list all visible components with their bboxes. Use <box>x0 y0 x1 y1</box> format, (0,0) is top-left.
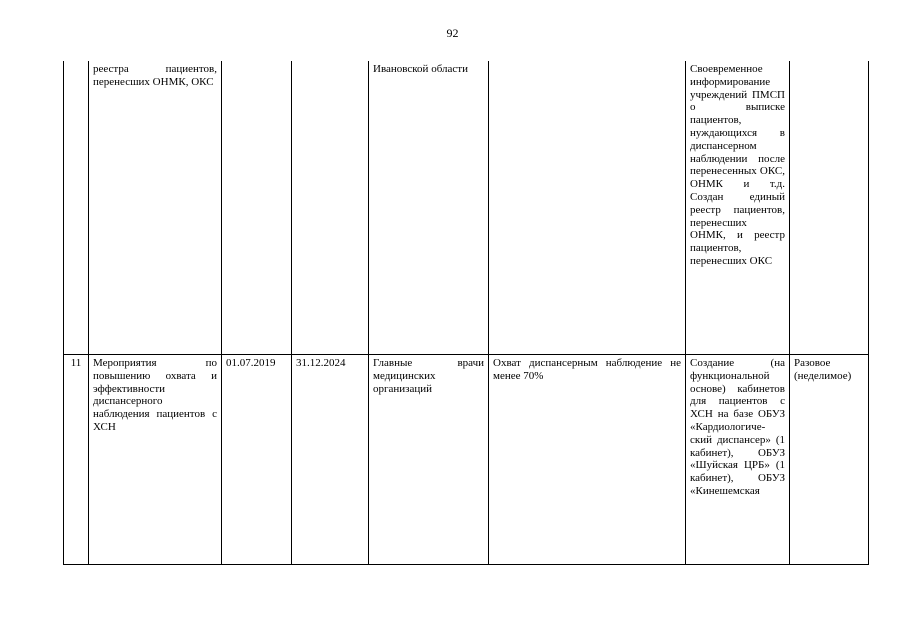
result-cell: Создание (на функциональной основе) кабинетов для пациентов с ХСН на базе ОБУЗ «Кардиологиче-ский диспансер» (1 кабинет), ОБУЗ «Шуйская ЦРБ» (1 кабинет), ОБУЗ «Кинешемская <box>686 355 790 565</box>
type-cell: Разовое (неделимое) <box>790 355 869 565</box>
row-number-cell <box>64 61 89 355</box>
table-row <box>64 355 869 565</box>
activity-cell: Мероприятия по повышению охвата и эффективности диспансерного наблюдения пациентов с ХСН <box>89 355 222 565</box>
indicator-cell <box>489 61 686 355</box>
row-number-cell: 11 <box>64 355 89 565</box>
end-date-cell <box>292 61 369 355</box>
start-date-cell <box>222 61 292 355</box>
result-cell: Своевременное информирование учреждений ПМСП о выписке пациентов, нуждающихся в диспансерном наблюдении после перенесенных ОКС, ОНМК и т.д. Создан единый реестр пациентов, перенесших ОНМК, и реестр пациентов, перенесших ОКС <box>686 61 790 355</box>
activity-cell: реестра пациентов, перенесших ОНМК, ОКС <box>89 61 222 355</box>
start-date-cell: 01.07.2019 <box>222 355 292 565</box>
responsible-cell: Ивановской области <box>369 61 489 355</box>
type-cell <box>790 61 869 355</box>
table-row <box>64 61 869 355</box>
end-date-cell: 31.12.2024 <box>292 355 369 565</box>
indicator-cell: Охват диспансерным наблюдение не менее 70% <box>489 355 686 565</box>
responsible-cell: Главные врачи медицинских организаций <box>369 355 489 565</box>
page-number: 92 <box>446 26 459 40</box>
measures-table <box>63 61 869 565</box>
